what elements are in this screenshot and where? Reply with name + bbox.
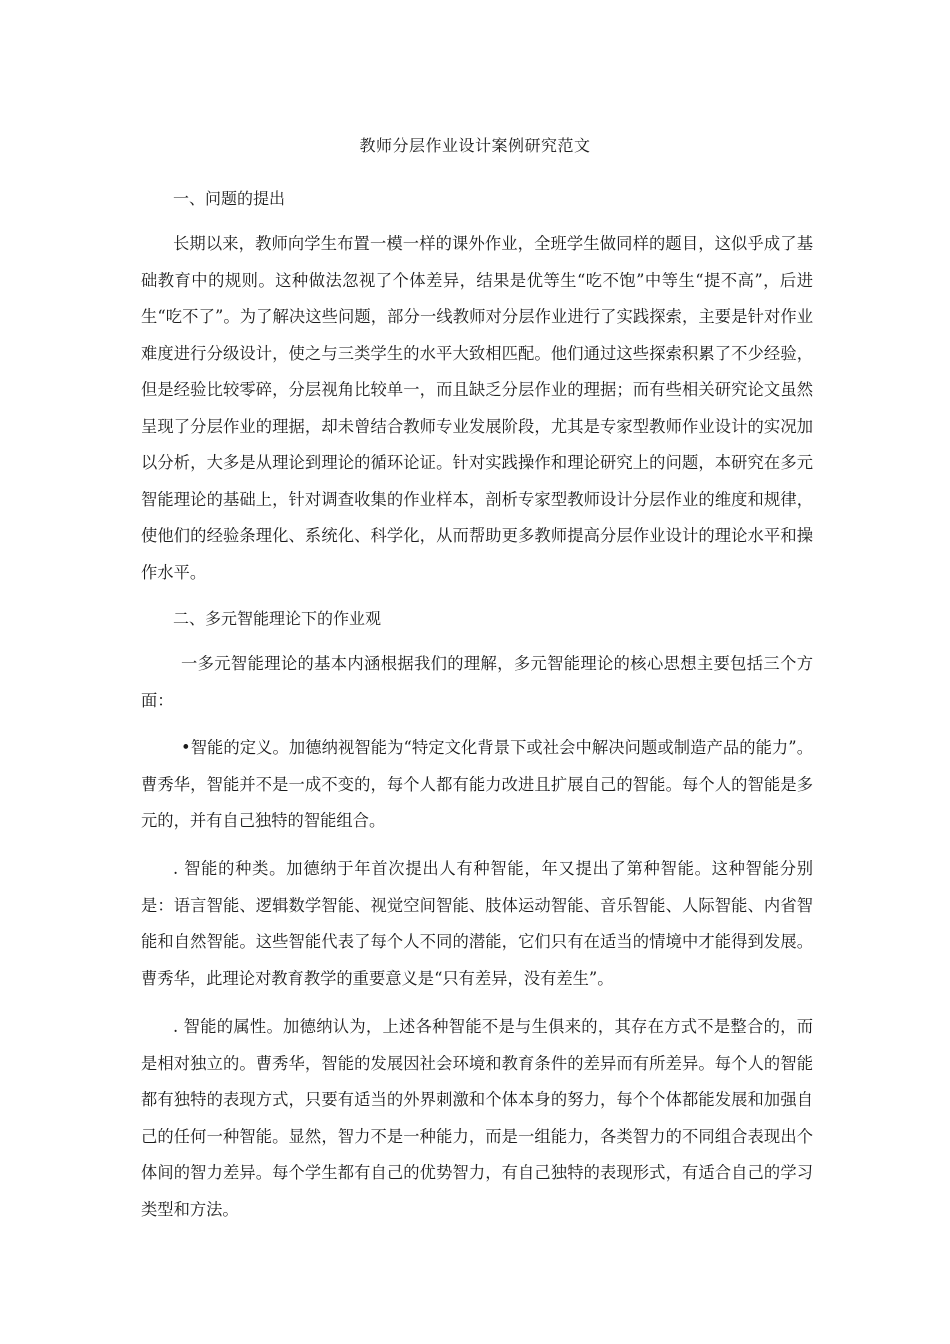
paragraph-problem-statement: 长期以来，教师向学生布置一模一样的课外作业，全班学生做同样的题目，这似乎成了基础教育中的规则。这种做法忽视了个体差异，结果是优等生“吃不饱”中等生“提不高”，后进生“吃不了”。为了解决这些问题，部分一线教师对分层作业进行了实践探索，主要是针对作业难度进行分级设计，使之与三类学生的水平大致相匹配。他们通过这些探索积累了不少经验，但是经验比较零碎，分层视角比较单一，而且缺乏分层作业的理据；而有些相关研究论文虽然呈现了分层作业的理据，却未曾结合教师专业发展阶段，尤其是专家型教师作业设计的实况加以分析，大多是从理论到理论的循环论证。针对实践操作和理论研究上的问题，本研究在多元智能理论的基础上，针对调查收集的作业样本，剖析专家型教师设计分层作业的维度和规律，使他们的经验条理化、系统化、科学化，从而帮助更多教师提高分层作业设计的理论水平和操作水平。: [141, 234, 813, 582]
section-heading-2: 二、多元智能理论下的作业观: [173, 609, 382, 628]
document-title: 教师分层作业设计案例研究范文: [359, 136, 591, 155]
paragraph-point-definition: •智能的定义。加德纳视智能为“特定文化背景下或社会中解决问题或制造产品的能力”。曹秀华，智能并不是一成不变的，每个人都有能力改进且扩展自己的智能。每个人的智能是多元的，并有自己独特的智能组合。: [141, 738, 813, 830]
paragraph-point-attributes: . 智能的属性。加德纳认为，上述各种智能不是与生俱来的，其存在方式不是整合的，而是相对独立的。曹秀华，智能的发展因社会环境和教育条件的差异而有所差异。每个人的智能都有独特的表现方式，只要有适当的外界刺激和个体本身的努力，每个个体都能发展和加强自己的任何一种智能。显然，智力不是一种能力，而是一组能力，各类智力的不同组合表现出个体间的智力差异。每个学生都有自己的优势智力，有自己独特的表现形式，有适合自己的学习类型和方法。: [141, 1017, 813, 1219]
paragraph-theory-intro: 一多元智能理论的基本内涵根据我们的理解，多元智能理论的核心思想主要包括三个方面：: [141, 654, 813, 710]
section-heading-1: 一、问题的提出: [173, 189, 286, 208]
paragraph-point-types: . 智能的种类。加德纳于年首次提出人有种智能，年又提出了第种智能。这种智能分别是：语言智能、逻辑数学智能、视觉空间智能、肢体运动智能、音乐智能、人际智能、内省智能和自然智能。这些智能代表了每个人不同的潜能，它们只有在适当的情境中才能得到发展。曹秀华，此理论对教育教学的重要意义是“只有差异，没有差生”。: [141, 859, 813, 988]
